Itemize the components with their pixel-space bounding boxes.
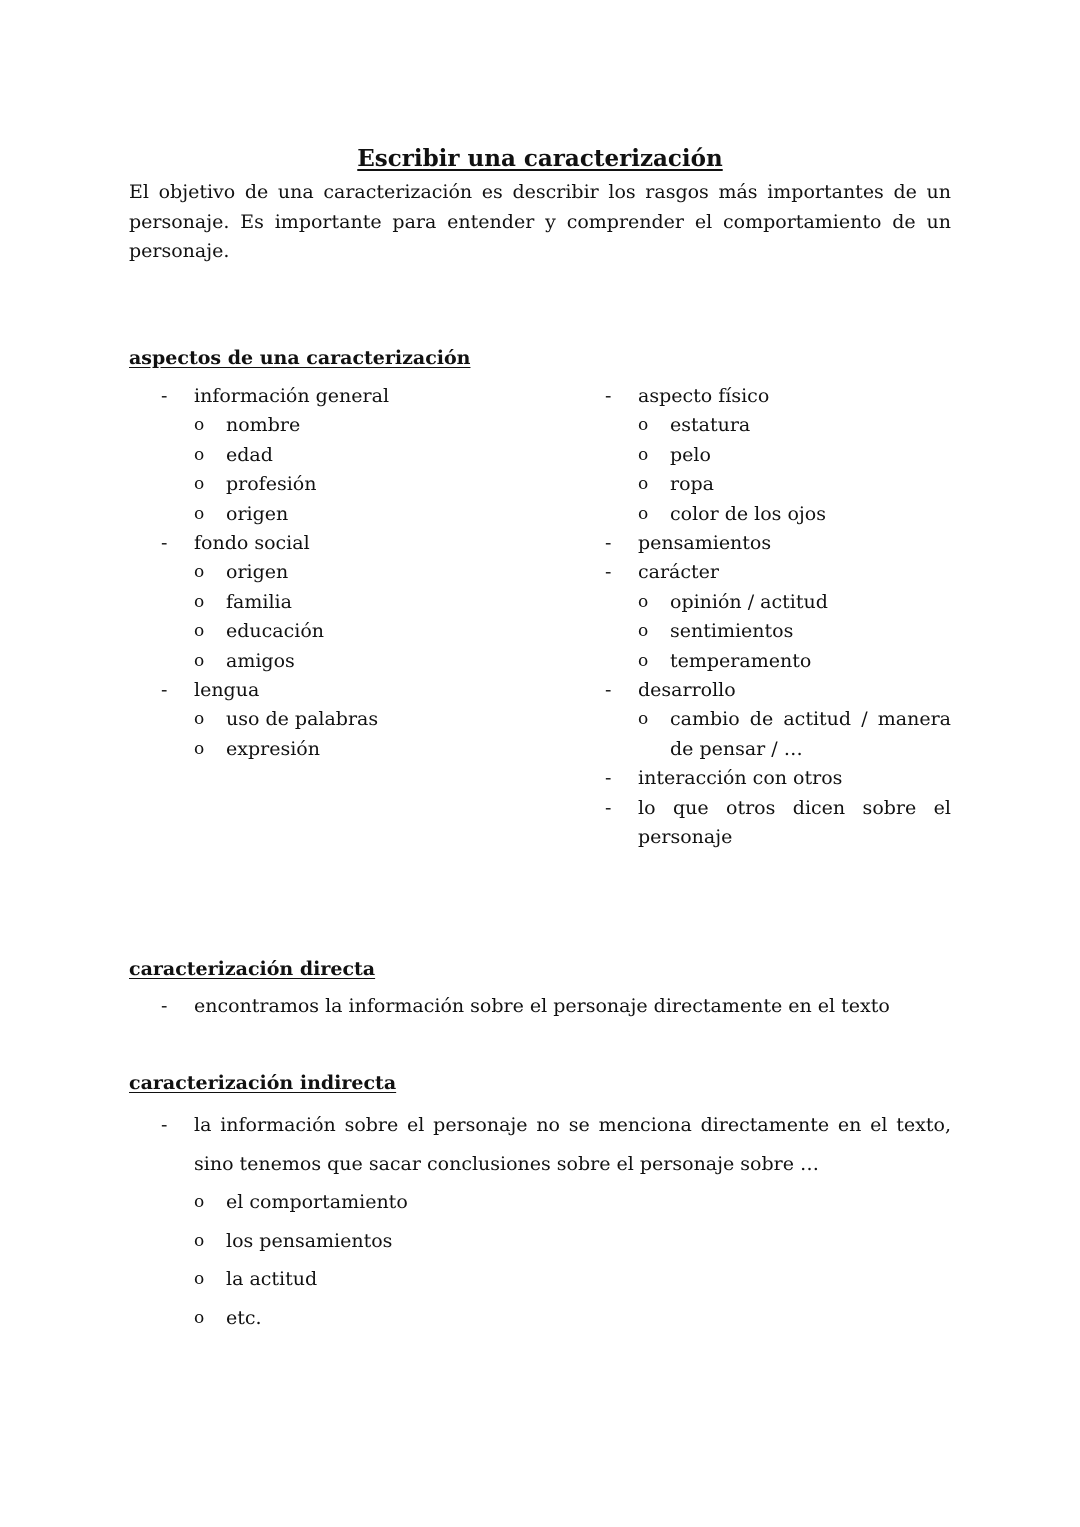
dash-bullet-icon: - xyxy=(605,767,612,790)
circle-bullet-icon: o xyxy=(194,415,205,436)
sub-list-item: o origen xyxy=(161,500,541,529)
circle-bullet-icon: o xyxy=(194,738,205,759)
aspects-heading: aspectos de una caracterización xyxy=(129,347,471,369)
circle-bullet-icon: o xyxy=(194,1269,205,1290)
indirect-list xyxy=(161,1106,951,1338)
sub-list-item: o cambio de actitud / manera de pensar / … xyxy=(605,705,951,764)
aspects-right-column xyxy=(605,382,951,853)
sub-list-container xyxy=(605,411,951,529)
aspects-left-column xyxy=(161,382,541,764)
dash-bullet-icon: - xyxy=(605,679,612,702)
sub-list-item: o el comportamiento xyxy=(161,1183,951,1222)
list-item-others-say xyxy=(605,794,951,853)
circle-bullet-icon: o xyxy=(194,1230,205,1251)
list-item-label: carácter xyxy=(638,561,719,584)
list-item-label: lo que otros dicen sobre el personaje xyxy=(638,796,951,849)
list-item-language xyxy=(161,676,541,705)
circle-bullet-icon: o xyxy=(638,650,649,671)
language-sub-list xyxy=(161,705,541,764)
sub-list-item: o temperamento xyxy=(605,647,951,676)
sub-list-container xyxy=(161,705,541,764)
list-item-label: pensamientos xyxy=(638,532,772,555)
list-item-interaction xyxy=(605,764,951,793)
circle-bullet-icon: o xyxy=(194,621,205,642)
sub-list-container xyxy=(161,411,541,529)
dash-bullet-icon: - xyxy=(605,385,612,407)
circle-bullet-icon: o xyxy=(194,1307,205,1328)
dash-bullet-icon: - xyxy=(161,995,168,1017)
list-item-thoughts xyxy=(605,529,951,558)
sub-list-item: o etc. xyxy=(161,1299,951,1338)
social-sub-list xyxy=(161,558,541,676)
direct-list xyxy=(161,992,951,1021)
indirect-sub-list xyxy=(161,1183,951,1337)
indirect-heading: caracterización indirecta xyxy=(129,1072,397,1094)
sub-list-container xyxy=(161,1183,951,1337)
sub-list-container xyxy=(161,558,541,676)
circle-bullet-icon: o xyxy=(638,591,649,612)
circle-bullet-icon: o xyxy=(194,591,205,612)
physical-sub-list xyxy=(605,411,951,529)
list-item-development xyxy=(605,676,951,705)
list-item-social xyxy=(161,529,541,558)
circle-bullet-icon: o xyxy=(194,503,205,524)
list-item-general xyxy=(161,382,541,411)
circle-bullet-icon: o xyxy=(194,444,205,465)
circle-bullet-icon: o xyxy=(194,562,205,583)
intro-paragraph: El objetivo de una caracterización es describir los rasgos más importantes de un personaje. Es importante para entender y comprender el comportamiento de un personaje. xyxy=(129,181,951,262)
sub-list-item: o edad xyxy=(161,441,541,470)
dash-bullet-icon: - xyxy=(161,385,168,407)
circle-bullet-icon: o xyxy=(194,709,205,730)
dash-bullet-icon: - xyxy=(161,679,168,702)
sub-list-item: o nombre xyxy=(161,411,541,440)
dash-bullet-icon: - xyxy=(161,1114,168,1136)
character-sub-list xyxy=(605,588,951,676)
list-item-label: información general xyxy=(194,385,390,407)
circle-bullet-icon: o xyxy=(638,503,649,524)
list-item-label: fondo social xyxy=(194,532,310,555)
sub-list-item: o ropa xyxy=(605,470,951,499)
sub-list-container xyxy=(605,705,951,764)
sub-list-item: o familia xyxy=(161,588,541,617)
circle-bullet-icon: o xyxy=(638,415,649,436)
dash-bullet-icon: - xyxy=(161,532,168,555)
direct-heading: caracterización directa xyxy=(129,958,376,980)
list-item-label: interacción con otros xyxy=(638,767,843,790)
development-sub-list xyxy=(605,705,951,764)
circle-bullet-icon: o xyxy=(638,474,649,495)
circle-bullet-icon: o xyxy=(194,1192,205,1213)
list-item-direct xyxy=(161,992,951,1021)
circle-bullet-icon: o xyxy=(194,474,205,495)
sub-list-item: o uso de palabras xyxy=(161,705,541,734)
list-item-indirect xyxy=(161,1106,951,1183)
dash-bullet-icon: - xyxy=(605,532,612,555)
dash-bullet-icon: - xyxy=(605,796,612,819)
sub-list-item: o expresión xyxy=(161,735,541,764)
circle-bullet-icon: o xyxy=(638,709,649,730)
sub-list-item: o amigos xyxy=(161,647,541,676)
sub-list-container xyxy=(605,588,951,676)
circle-bullet-icon: o xyxy=(638,444,649,465)
list-item-label: encontramos la información sobre el personaje directamente en el texto xyxy=(194,995,890,1017)
dash-bullet-icon: - xyxy=(605,561,612,584)
sub-list-item: o pelo xyxy=(605,441,951,470)
sub-list-item: o educación xyxy=(161,617,541,646)
sub-list-item: o la actitud xyxy=(161,1260,951,1299)
list-item-label: lengua xyxy=(194,679,260,702)
sub-list-item: o estatura xyxy=(605,411,951,440)
list-item-label: desarrollo xyxy=(638,679,736,702)
sub-list-item: o opinión / actitud xyxy=(605,588,951,617)
list-item-physical xyxy=(605,382,951,411)
sub-list-item: o profesión xyxy=(161,470,541,499)
general-sub-list xyxy=(161,411,541,529)
sub-list-item: o los pensamientos xyxy=(161,1222,951,1261)
page-title: Escribir una caracterización xyxy=(357,145,723,173)
list-item-label: aspecto físico xyxy=(638,385,770,407)
sub-list-item: o color de los ojos xyxy=(605,500,951,529)
sub-list-item: o origen xyxy=(161,558,541,587)
list-item-label: la información sobre el personaje no se menciona directamente en el texto, sino tenemos que sacar conclusiones sobre el personaje sobre … xyxy=(194,1114,951,1175)
sub-list-item: o sentimientos xyxy=(605,617,951,646)
circle-bullet-icon: o xyxy=(638,621,649,642)
list-item-character xyxy=(605,558,951,587)
circle-bullet-icon: o xyxy=(194,650,205,671)
document-page xyxy=(129,0,951,1527)
